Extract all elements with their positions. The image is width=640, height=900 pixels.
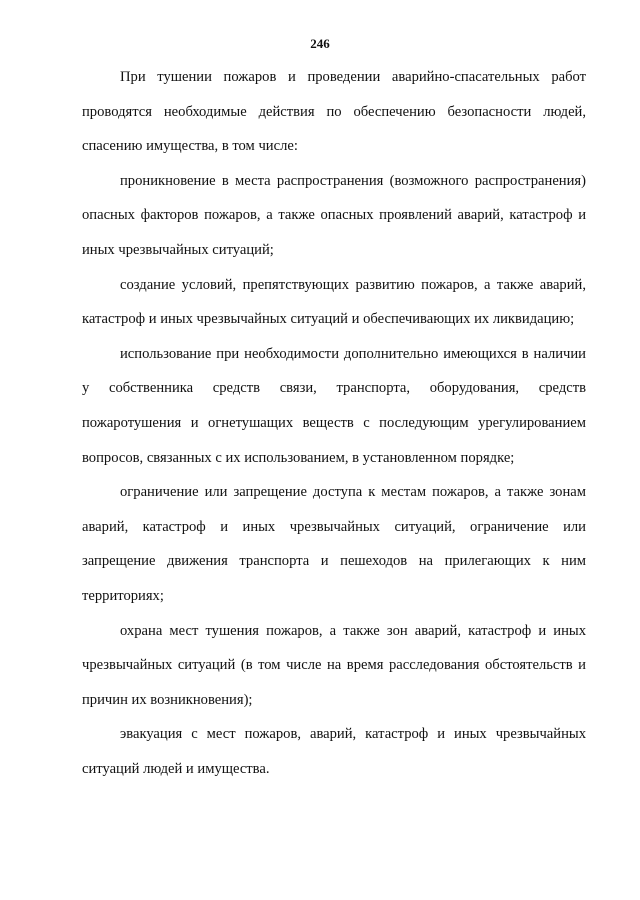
- paragraph-intro: При тушении пожаров и проведении аварийно-спасательных работ проводятся необходимые действия по обеспечению безопасности людей, спасению имущества, в том числе:: [82, 69, 586, 155]
- paragraph-conditions: создание условий, препятствующих развитию пожаров, а также аварий, катастроф и иных чрезвычайных ситуаций и обеспечивающих их ликвидацию;: [82, 276, 586, 328]
- paragraph-penetration: проникновение в места распространения (возможного распространения) опасных факторов пожаров, а также опасных проявлений аварий, катастроф и иных чрезвычайных ситуаций;: [82, 172, 586, 258]
- paragraph-guarding: охрана мест тушения пожаров, а также зон аварий, катастроф и иных чрезвычайных ситуаций (в том числе на время расследования обстоятельств и причин их возникновения);: [82, 622, 586, 708]
- paragraph-access-restriction: ограничение или запрещение доступа к местам пожаров, а также зонам аварий, катастроф и иных чрезвычайных ситуаций, ограничение или запрещение движения транспорта и пешеходов на прилегающих к ним территориях;: [82, 484, 586, 604]
- page-number: 246: [310, 36, 330, 51]
- paragraph-resources: использование при необходимости дополнительно имеющихся в наличии у собственника средств связи, транспорта, оборудования, средств пожаротушения и огнетушащих веществ с последующим урегулированием вопросов, связанных с их использованием, в установленном порядке;: [82, 345, 586, 466]
- paragraph-evacuation: эвакуация с мест пожаров, аварий, катастроф и иных чрезвычайных ситуаций людей и имущества.: [82, 726, 586, 777]
- document-body: [82, 60, 586, 786]
